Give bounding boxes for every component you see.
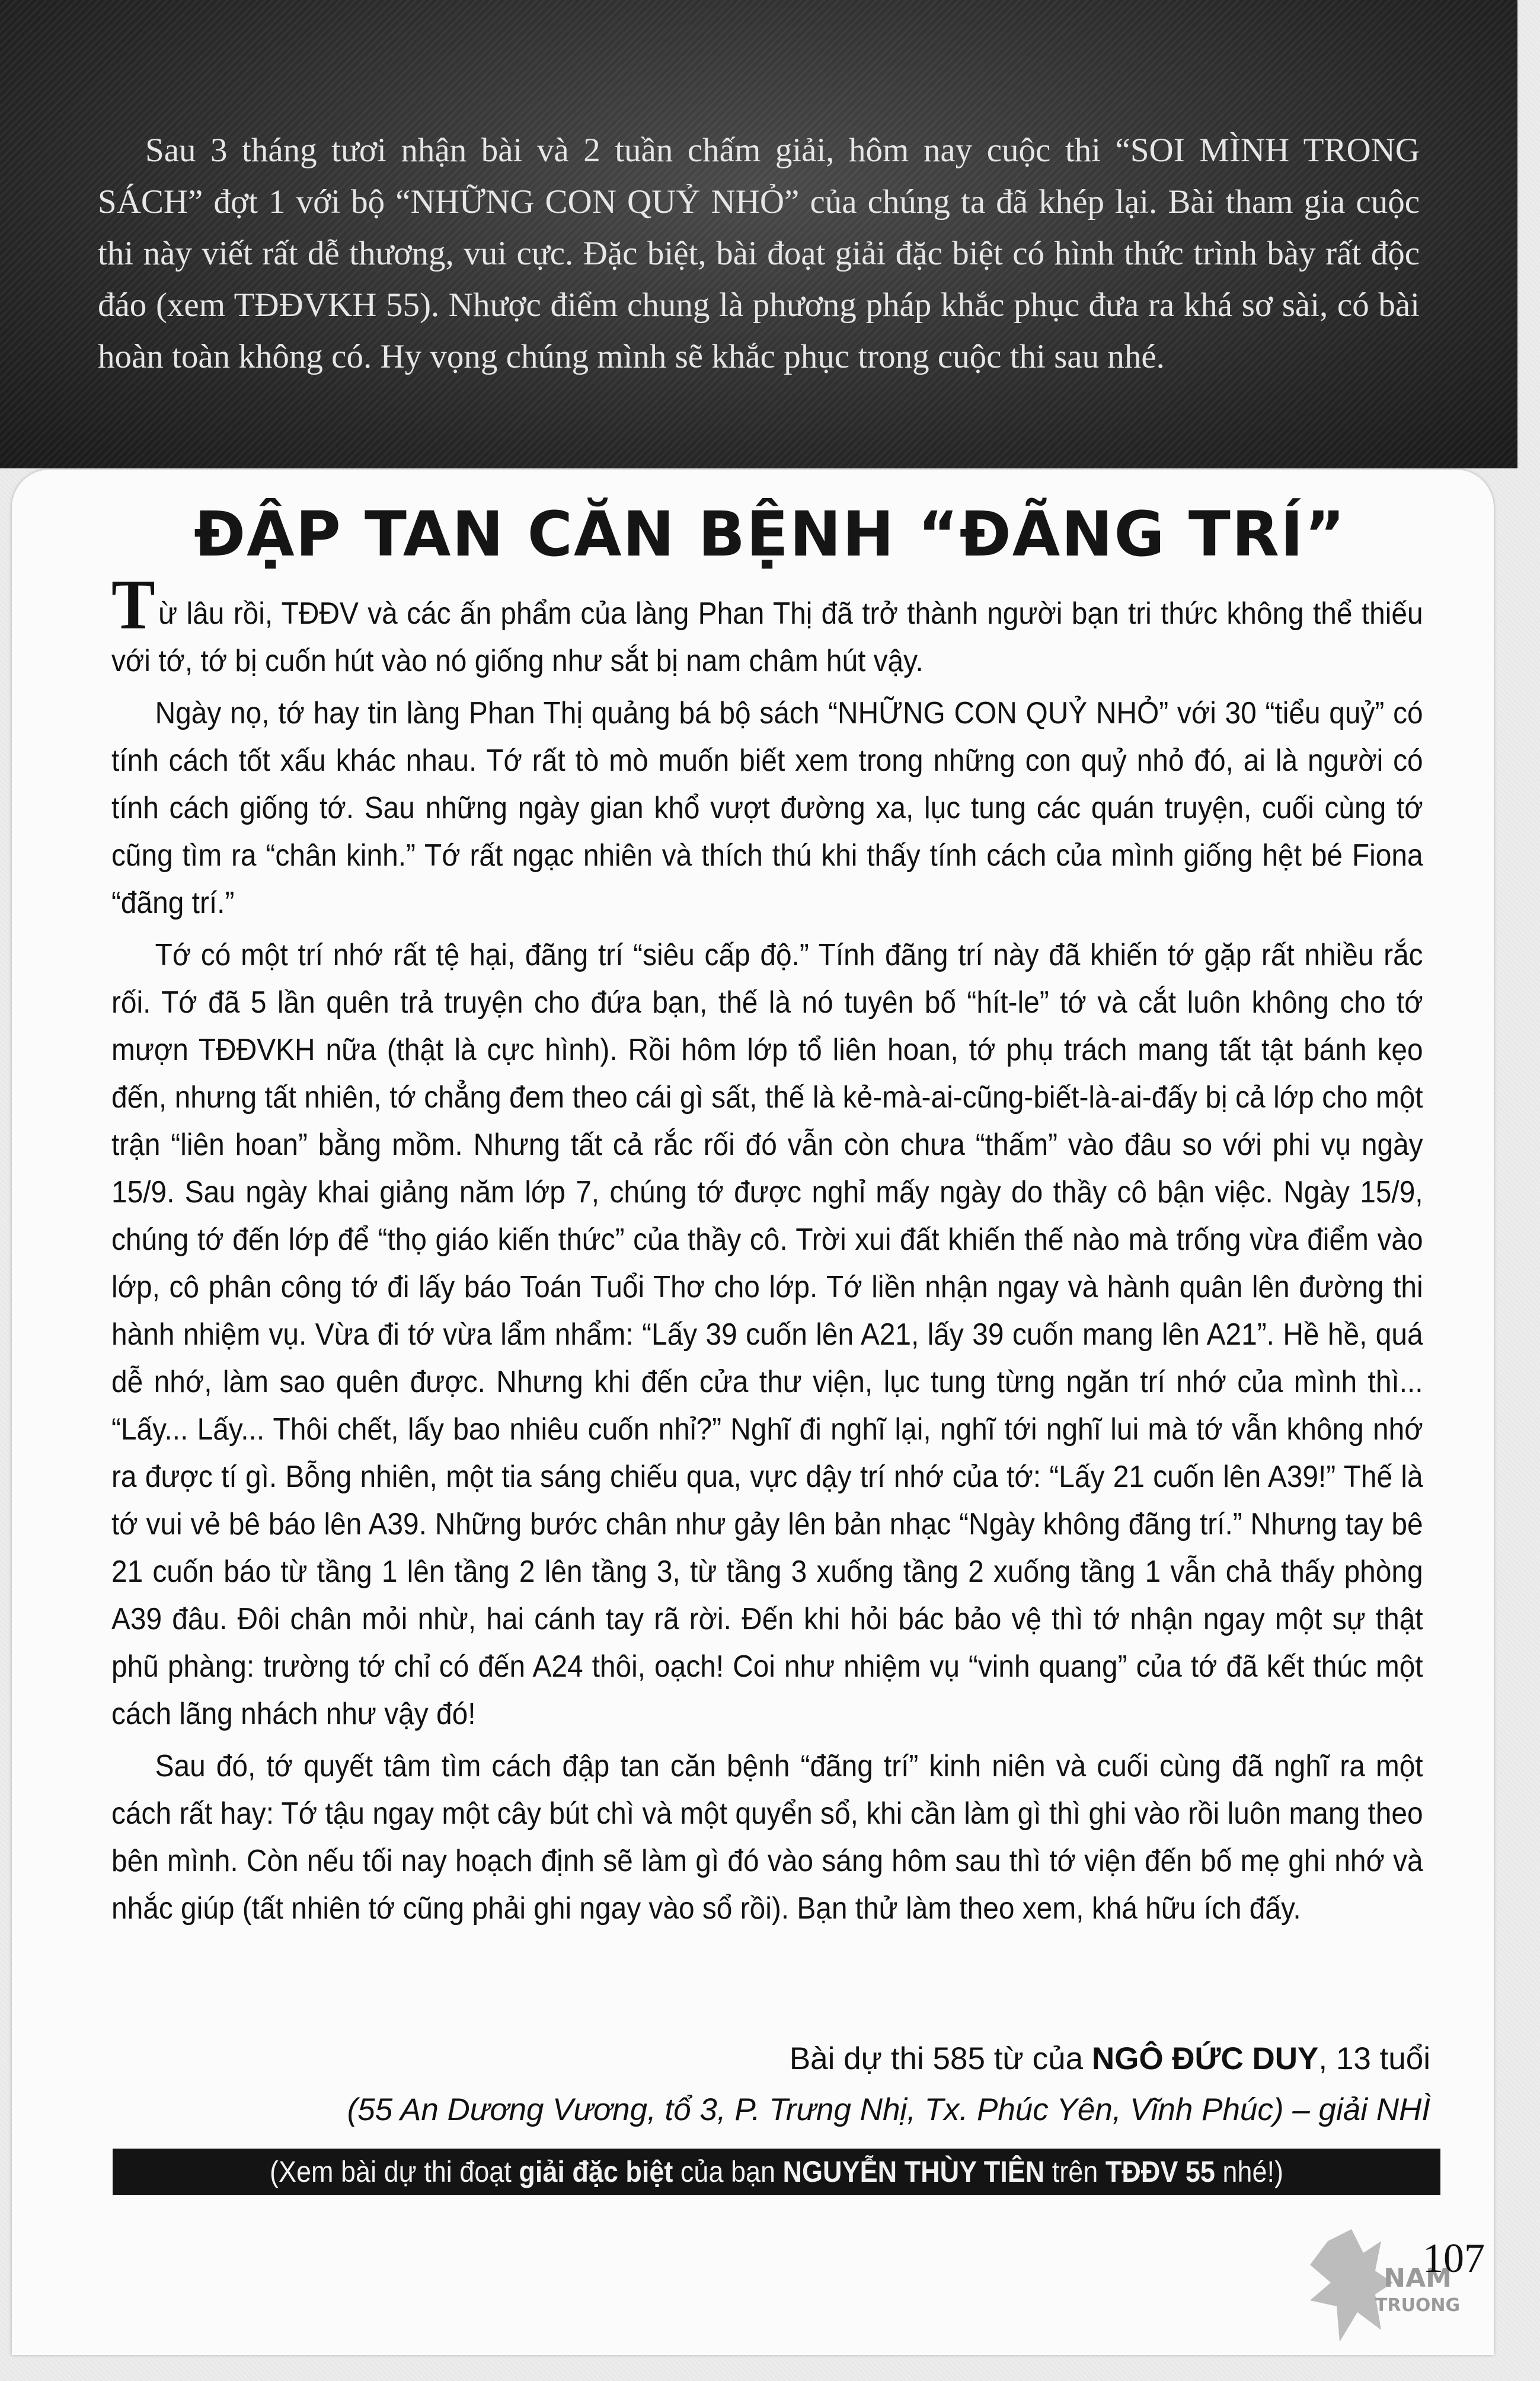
- byline-address: (55 An Dương Vương, tổ 3, P. Trưng Nhị, Tx. Phúc Yên, Vĩnh Phúc) – giải NHÌ: [347, 2092, 1430, 2127]
- banner-text: [270, 2155, 1283, 2189]
- drop-cap: T: [111, 565, 155, 644]
- paragraph-2: Ngày nọ, tớ hay tin làng Phan Thị quảng bá bộ sách “NHỮNG CON QUỶ NHỎ” với 30 “tiểu quỷ” có tính cách tốt xấu khác nhau. Tớ rất tò mò muốn biết xem trong những con quỷ nhỏ đó, ai là người có tính cách giống tớ. Sau những ngày gian khổ vượt đường xa, lục tung các quán truyện, cuối cùng tớ cũng tìm ra “chân kinh.” Tớ rất ngạc nhiên và thích thú khi thấy tính cách của mình giống hệt bé Fiona “đãng trí.”: [111, 696, 1423, 920]
- byline-credit: [126, 2034, 1430, 2085]
- reference-banner: [113, 2149, 1440, 2195]
- banner-part-3: trên: [1044, 2155, 1106, 2188]
- watermark-line-1: NAM: [1384, 2263, 1452, 2293]
- banner-name: NGUYỄN THÙY TIÊN: [782, 2155, 1045, 2188]
- byline-author: NGÔ ĐỨC DUY: [1091, 2041, 1319, 2076]
- intro-text: Sau 3 tháng tươi nhận bài và 2 tuần chấm giải, hôm nay cuộc thi “SOI MÌNH TRONG SÁCH” đợt 1 với bộ “NHỮNG CON QUỶ NHỎ” của chúng ta đã khép lại. Bài tham gia cuộc thi này viết rất dễ thương, vui cực. Đặc biệt, bài đoạt giải đặc biệt có hình thức trình bày rất độc đáo (xem TĐĐVKH 55). Nhược điểm chung là phương pháp khắc phục đưa ra khá sơ sài, có bài hoàn toàn không có. Hy vọng chúng mình sẽ khắc phục trong cuộc thi sau nhé.: [98, 132, 1420, 375]
- paragraph-1: [111, 565, 1423, 685]
- byline: [126, 2034, 1430, 2136]
- page-number: 107: [1423, 2236, 1485, 2281]
- article-title: ĐẬP TAN CĂN BỆNH “ĐÃNG TRÍ”: [194, 498, 1346, 570]
- banner-issue: TĐĐV 55: [1105, 2155, 1215, 2188]
- paragraph-3: Tớ có một trí nhớ rất tệ hại, đãng trí “siêu cấp độ.” Tính đãng trí này đã khiến tớ gặp rất nhiều rắc rối. Tớ đã 5 lần quên trả truyện cho đứa bạn, thế là nó tuyên bố “hít-le” tớ và cắt luôn không cho tớ mượn TĐĐVKH nữa (thật là cực hình). Rồi hôm lớp tổ liên hoan, tớ phụ trách mang tất tật bánh kẹo đến, nhưng tất nhiên, tớ chẳng đem theo cái gì sất, thế là kẻ-mà-ai-cũng-biết-là-ai-đấy bị cả lớp cho một trận “liên hoan” bằng mồm. Nhưng tất cả rắc rối đó vẫn còn chưa “thấm” vào đâu so với phi vụ ngày 15/9. Sau ngày khai giảng năm lớp 7, chúng tớ được nghỉ mấy ngày do thầy cô bận việc. Ngày 15/9, chúng tớ đến lớp để “thọ giáo kiến thức” của thầy cô. Trời xui đất khiến thế nào mà trống vừa điểm vào lớp, cô phân công tớ đi lấy báo Toán Tuổi Thơ cho lớp. Tớ liền nhận ngay và hành quân lên đường thi hành nhiệm vụ. Vừa đi tớ vừa lẩm nhẩm: “Lấy 39 cuốn lên A21, lấy 39 cuốn mang lên A21”. Hề hề, quá dễ nhớ, làm sao quên được. Nhưng khi đến cửa thư viện, lục tung từng ngăn trí nhớ của mình thì... “Lấy... Lấy... Thôi chết, lấy bao nhiêu cuốn nhỉ?” Nghĩ đi nghĩ lại, nghĩ tới nghĩ lui mà tớ vẫn không nhớ ra được tí gì. Bỗng nhiên, một tia sáng chiếu qua, vực dậy trí nhớ của tớ: “Lấy 21 cuốn lên A39!” Thế là tớ vui vẻ bê báo lên A39. Những bước chân như gảy lên bản nhạc “Ngày không đãng trí.” Nhưng tay bê 21 cuốn báo từ tầng 1 lên tầng 2 lên tầng 3, từ tầng 3 xuống tầng 2 xuống tầng 1 vẫn chả thấy phòng A39 đâu. Đôi chân mỏi nhừ, hai cánh tay rã rời. Đến khi hỏi bác bảo vệ thì tớ nhận ngay một sự thật phũ phàng: trường tớ chỉ có đến A24 thôi, oạch! Coi như nhiệm vụ “vinh quang” của tớ đã kết thúc một cách lãng nhách như vậy đó!: [111, 938, 1423, 1731]
- watermark-line-2: TRUONG: [1375, 2295, 1461, 2316]
- byline-age: , 13 tuổi: [1318, 2041, 1430, 2076]
- byline-prefix: Bài dự thi 585 từ của: [789, 2041, 1092, 2076]
- banner-part-2: của bạn: [673, 2155, 783, 2188]
- article-body: [111, 565, 1423, 1937]
- paragraph-1-text: ừ lâu rồi, TĐĐV và các ấn phẩm của làng Phan Thị đã trở thành người bạn tri thức không thể thiếu với tớ, tớ bị cuốn hút vào nó giống như sắt bị nam châm hút vậy.: [111, 596, 1423, 678]
- intro-box: [0, 0, 1517, 468]
- banner-part-4: nhé!): [1215, 2155, 1283, 2188]
- banner-part-1: (Xem bài dự thi đoạt: [270, 2155, 519, 2188]
- paragraph-4: Sau đó, tớ quyết tâm tìm cách đập tan căn bệnh “đãng trí” kinh niên và cuối cùng đã nghĩ ra một cách rất hay: Tớ tậu ngay một cây bút chì và một quyển sổ, khi cần làm gì thì ghi vào rồi luôn mang theo bên mình. Còn nếu tối nay hoạch định sẽ làm gì đó vào sáng hôm sau thì tớ viện đến bố mẹ ghi nhớ và nhắc giúp (tất nhiên tớ cũng phải ghi ngay vào sổ rồi). Bạn thử làm theo xem, khá hữu ích đấy.: [111, 1749, 1423, 1926]
- banner-prize: giải đặc biệt: [519, 2155, 673, 2188]
